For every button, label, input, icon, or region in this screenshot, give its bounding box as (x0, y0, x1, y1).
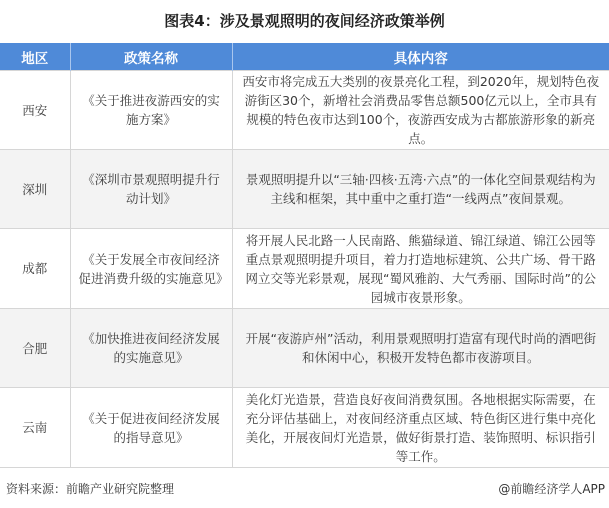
table-header-row (0, 43, 609, 71)
cell-content: 美化灯光造景，营造良好夜间消费氛围。各地根据实际需要，在充分评估基础上，对夜间经济重点区域、特色街区进行集中亮化美化，开展夜间灯光造景，做好街景打造、装饰照明、标识指引等工作。 (232, 388, 609, 468)
cell-policy-name: 《关于促进夜间经济发展的指导意见》 (70, 388, 232, 468)
table-row (0, 229, 609, 309)
header-policy-name: 政策名称 (70, 43, 232, 71)
cell-policy-name: 《加快推进夜间经济发展的实施意见》 (70, 309, 232, 388)
cell-content: 景观照明提升以“三轴·四核·五湾·六点”的一体化空间景观结构为主线和框架，其中重中之重打造“一线两点”夜间景观。 (232, 150, 609, 229)
cell-region: 成都 (0, 229, 70, 309)
figure-title: 图表4：涉及景观照明的夜间经济政策举例 (164, 12, 445, 30)
table-row (0, 150, 609, 229)
source-note: 资料来源：前瞻产业研究院整理 (6, 482, 175, 496)
cell-policy-name: 《关于推进夜游西安的实施方案》 (70, 71, 232, 150)
cell-policy-name: 《关于发展全市夜间经济促进消费升级的实施意见》 (70, 229, 232, 309)
table-row (0, 71, 609, 150)
cell-policy-name: 《深圳市景观照明提升行动计划》 (70, 150, 232, 229)
table-row (0, 309, 609, 388)
cell-content: 将开展人民北路一人民南路、熊猫绿道、锦江绿道、锦江公园等重点景观照明提升项目，着力打造地标建筑、公共广场、骨干路网立交等光彩景观，展现“蜀风雅韵、大气秀丽、国际时尚”的公园城市夜景形象。 (232, 229, 609, 309)
header-region: 地区 (0, 43, 70, 71)
header-content: 具体内容 (232, 43, 609, 71)
cell-region: 西安 (0, 71, 70, 150)
cell-region: 合肥 (0, 309, 70, 388)
table-row (0, 388, 609, 468)
cell-content: 西安市将完成五大类别的夜景亮化工程，到2020年，规划特色夜游街区30个，新增社会消费品零售总额500亿元以上，全市具有规模的特色夜市达到100个，夜游西安成为古都旅游形象的新亮点。 (232, 71, 609, 150)
credit-note: @前瞻经济学人APP (498, 482, 605, 496)
policy-table (0, 43, 609, 468)
cell-content: 开展“夜游庐州”活动，利用景观照明打造富有现代时尚的酒吧街和休闲中心，积极开发特色都市夜游项目。 (232, 309, 609, 388)
cell-region: 云南 (0, 388, 70, 468)
cell-region: 深圳 (0, 150, 70, 229)
